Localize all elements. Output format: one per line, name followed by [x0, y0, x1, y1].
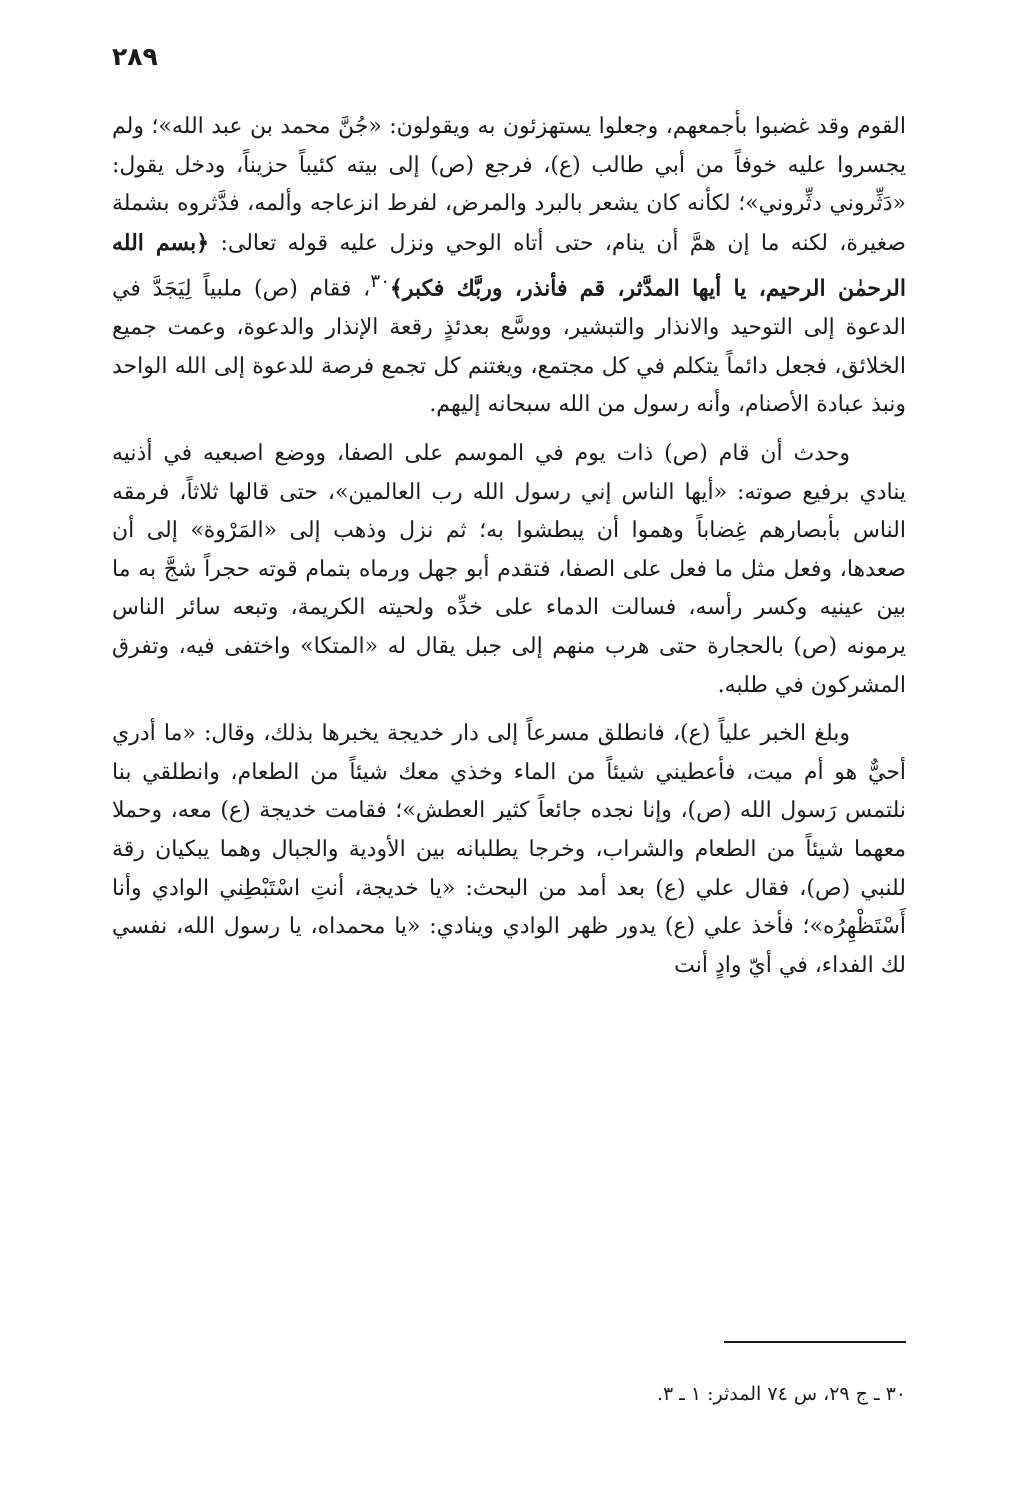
page-number: ٢٨٩: [112, 42, 158, 71]
footnote-divider: [724, 1341, 906, 1343]
paragraph-1-text-a: القوم وقد غضبوا بأجمعهم، وجعلوا يستهزئون به ويقولون: «جُنَّ محمد بن عبد الله»؛ ولم يجسروا عليه خوفاً من أبي طالب (ع)، فرجع (ص) إلى بيته كئيباً حزيناً، ودخل يقول: «دَثِّروني دثِّروني»؛ لكأنه كان يشعر بالبرد والمرض، لفرط انزعاجه وألمه، فدَّثروه بشملة صغيرة، لكنه ما إن همَّ أن ينام، حتى أتاه الوحي ونزل عليه قوله تعالى:: [112, 114, 906, 256]
paragraph-3-text: وبلغ الخبر علياً (ع)، فانطلق مسرعاً إلى دار خديجة يخبرها بذلك، وقال: «ما أدري أحيٌّ هو أم ميت، فأعطيني شيئاً من الماء وخذي معك شيئاً من الطعام، وانطلقي بنا نلتمس رَسول الله (ص)، وإنا نجده جائعاً كثير العطش»؛ فقامت خديجة (ع) معه، وحملا معهما شيئاً من الطعام والشراب، وخرجا يطلبانه بين الأودية والجبال وهما يبكيان رقة للنبي (ص)، فقال علي (ع) بعد أمد من البحث: «يا خديجة، أنتِ اسْتَبْطِني الوادي وأنا أَسْتَظْهِرُه»؛ فأخذ علي (ع) يدور ظهر الوادي وينادي: «يا محمداه، يا رسول الله، نفسي لك الفداء، في أيّ وادٍ أنت: [112, 721, 906, 978]
paragraph-2-text: وحدث أن قام (ص) ذات يوم في الموسم على الصفا، ووضع اصبعيه في أذنيه ينادي برفيع صوته: «أيها الناس إني رسول الله رب العالمين»، حتى قالها ثلاثاً، فرمقه الناس بأبصارهم غِضاباً وهموا أن يبطشوا به؛ ثم نزل وذهب إلى «المَرْوة» إلى أن صعدها، وفعل مثل ما فعل على الصفا، فتقدم أبو جهل ورماه بتمام قوته حجراً شجَّ به ما بين عينيه وكسر رأسه، فسالت الدماء على خدِّه ولحيته الكريمة، وتبعه سائر الناس يرمونه (ص) بالحجارة حتى هرب منهم إلى جبل يقال له «المتكا» واختفى فيه، وتفرق المشركون في طلبه.: [112, 441, 906, 698]
quran-verse: ﴿بسم الله الرحمٰن الرحيم، يا أيها المدَّثر، قم فأنذر، وربَّك فكبر﴾: [112, 229, 906, 302]
body-text: [112, 108, 906, 995]
paragraph-1: [112, 108, 906, 425]
paragraph-1-text-b: ، فقام (ص) ملبياً لِيَجَدَّ في الدعوة إلى التوحيد والانذار والتبشير، ووسَّع بعدئذٍ رقعة الإنذار والدعوة، وعمت جميع الخلائق، فجعل دائماً يتكلم في كل مجتمع، ويغتنم كل تجمع فرصة للدعوة إلى الله الواحد ونبذ عبادة الأصنام، وأنه رسول من الله سبحانه إليهم.: [112, 276, 907, 418]
paragraph-3: [112, 715, 906, 985]
footnote-marker: ٣٠: [370, 271, 390, 293]
footnote: ٣٠ ـ ج ٢٩، س ٧٤ المدثر: ١ ـ ٣.: [656, 1383, 906, 1405]
paragraph-2: [112, 435, 906, 705]
